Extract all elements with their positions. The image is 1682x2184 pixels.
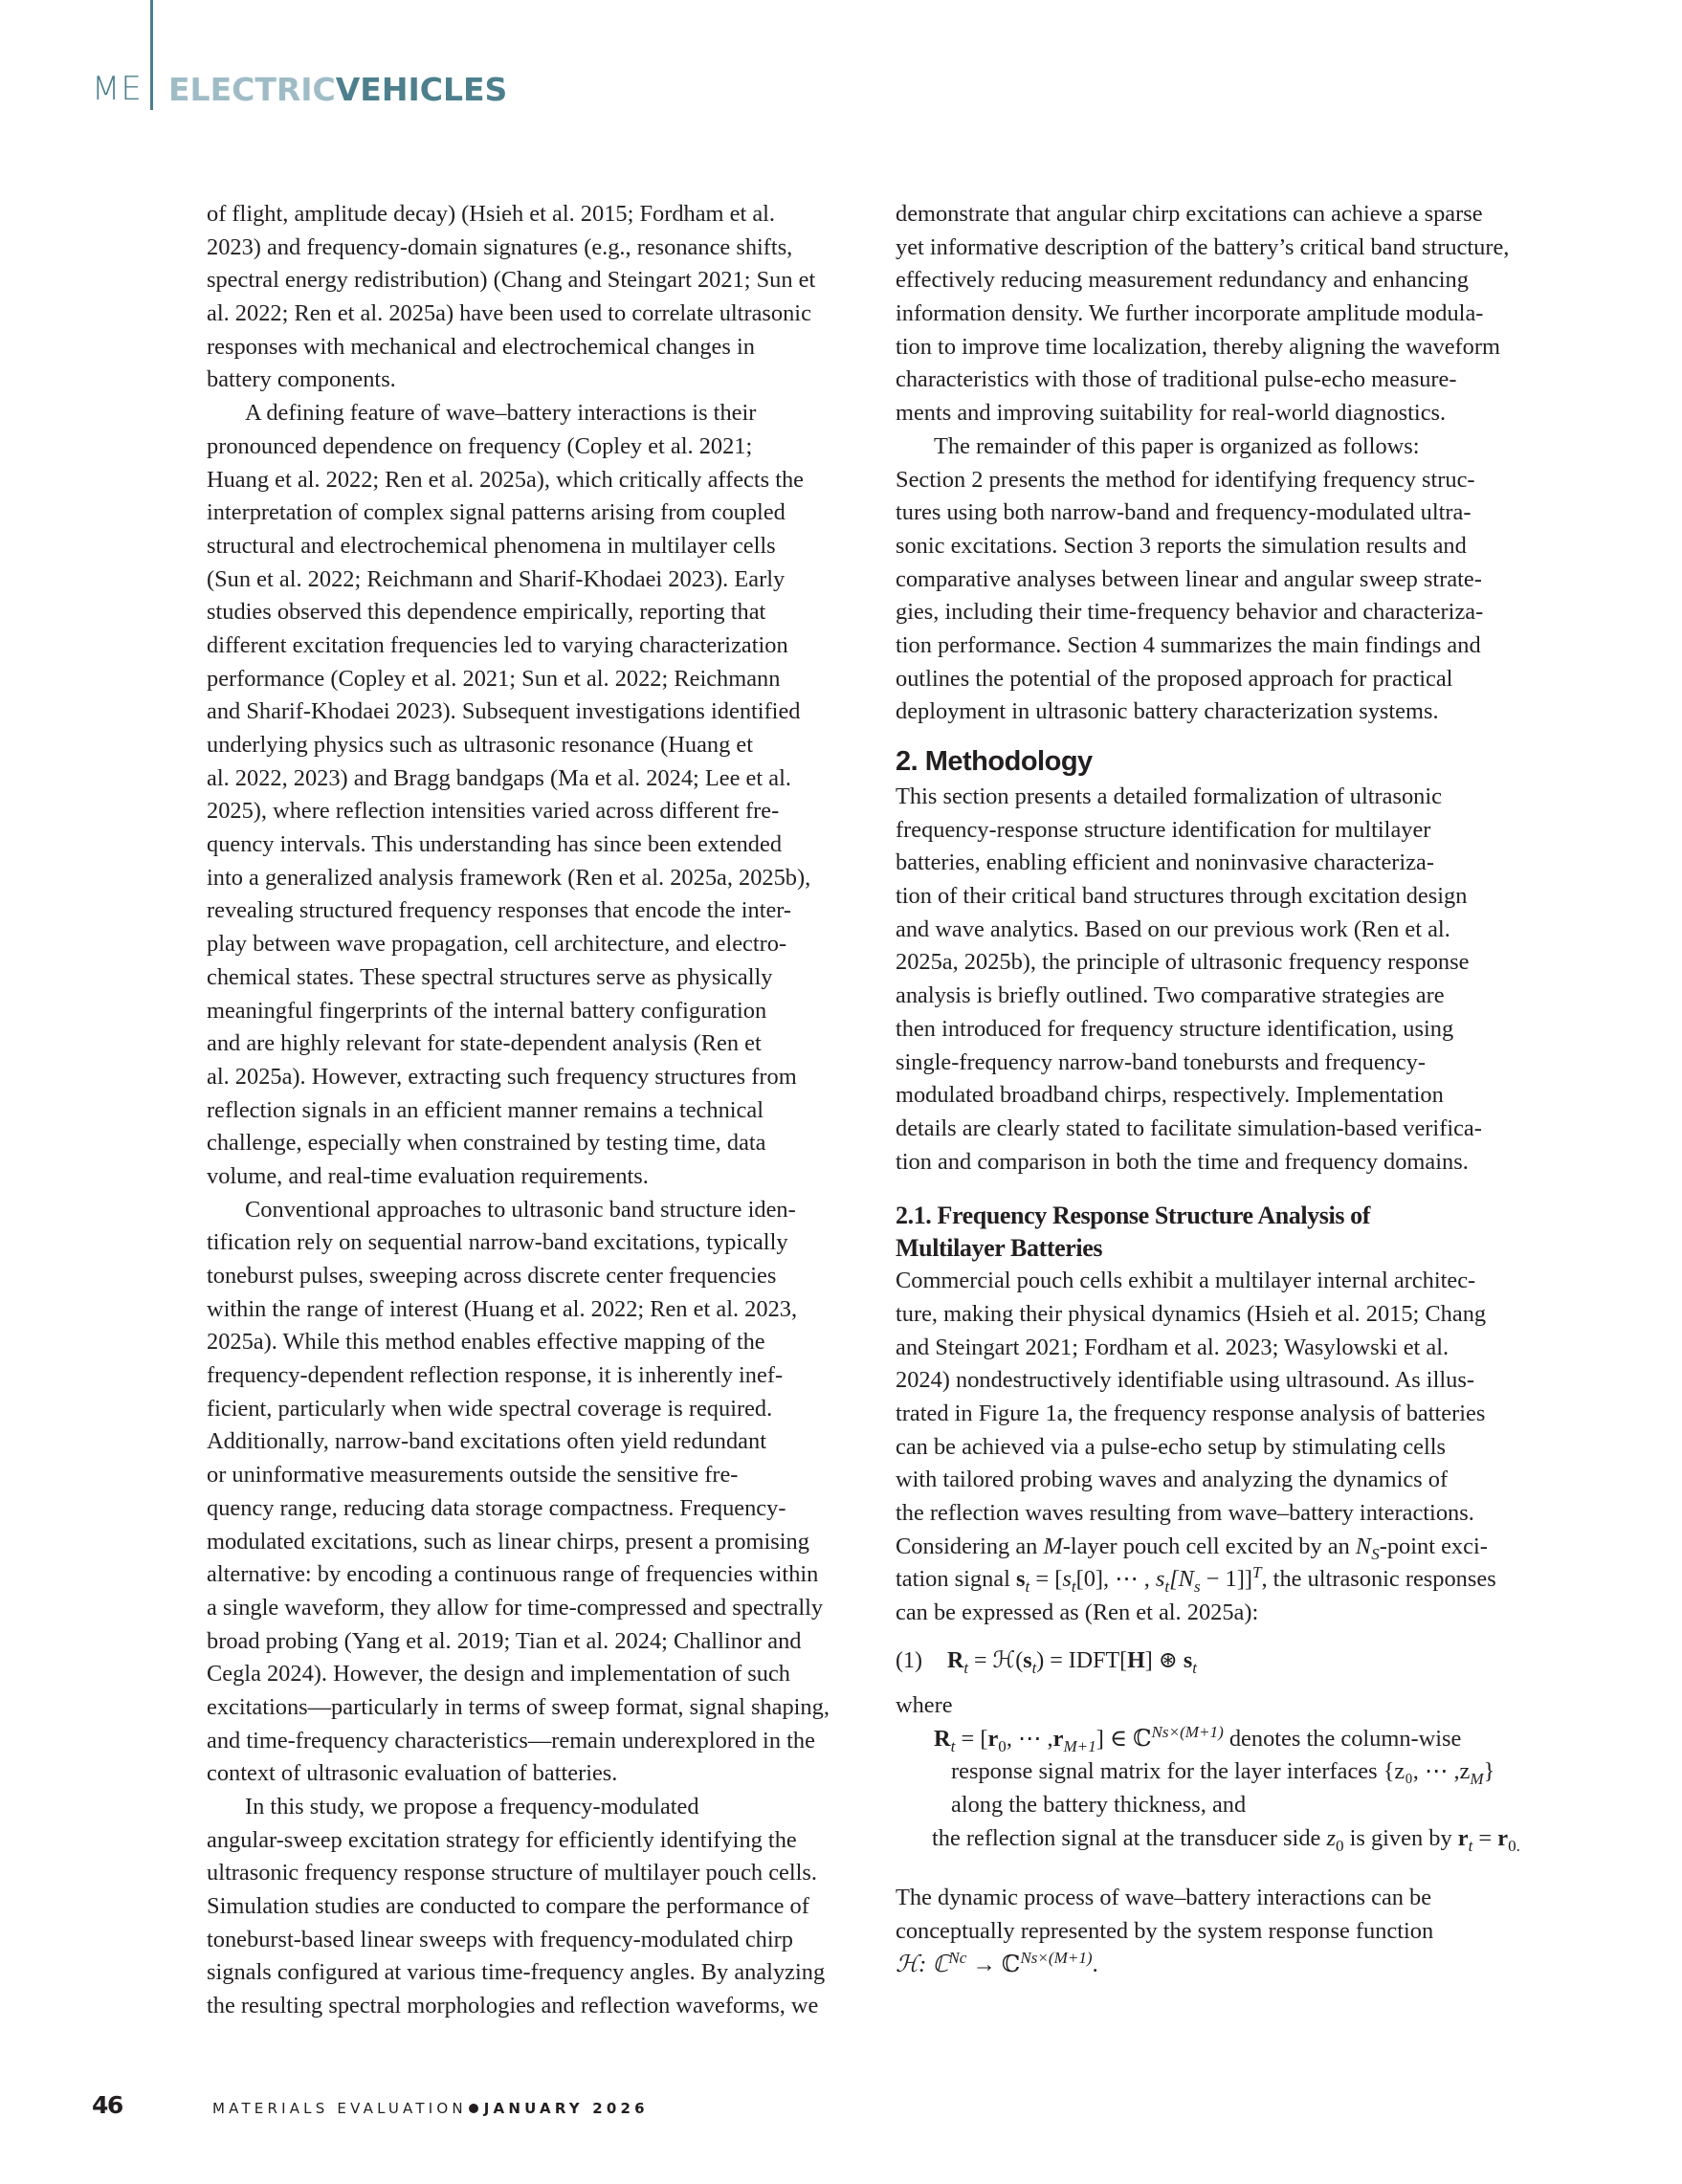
- text-line: comparative analyses between linear and angular sweep strate-: [896, 565, 1482, 592]
- text-line: al. 2022; Ren et al. 2025a) have been used to correlate ultrasonic: [207, 300, 811, 327]
- section-name-dark: VEHICLES: [335, 70, 508, 108]
- text-line: (Sun et al. 2022; Reichmann and Sharif-Khodaei 2023). Early: [207, 565, 786, 592]
- text-line: ultrasonic frequency response structure of multilayer pouch cells.: [207, 1860, 818, 1886]
- text-line: 2025a). While this method enables effective mapping of the: [207, 1329, 765, 1356]
- text-line: tion of their critical band structures through excitation design: [896, 883, 1468, 910]
- paragraph: [207, 1194, 867, 1791]
- section-name: [159, 71, 507, 108]
- text-line: of flight, amplitude decay) (Hsieh et al. 2015; Fordham et al.: [207, 201, 776, 227]
- text-line: trated in Figure 1a, the frequency response analysis of batteries: [896, 1401, 1486, 1426]
- text-line: 2.1. Frequency Response Structure Analysis of: [896, 1202, 1370, 1230]
- text-line: pronounced dependence on frequency (Copley et al. 2021;: [207, 432, 753, 459]
- text-line: 2025a, 2025b), the principle of ultrasonic frequency response: [896, 949, 1470, 976]
- text-line: Multilayer Batteries: [896, 1234, 1103, 1263]
- text-line: deployment in ultrasonic battery characterization systems.: [896, 698, 1439, 725]
- text-line: angular-sweep excitation strategy for efficiently identifying the: [207, 1826, 797, 1853]
- text-line: the resulting spectral morphologies and reflection waveforms, we: [207, 1993, 819, 2019]
- text-line: batteries, enabling efficient and noninvasive characteriza-: [896, 849, 1434, 876]
- text-line: This section presents a detailed formalization of ultrasonic: [896, 783, 1442, 809]
- text-line: The remainder of this paper is organized as follows:: [934, 432, 1420, 459]
- text-line: quency intervals. This understanding has since been extended: [207, 831, 783, 858]
- text-line: ments and improving suitability for real-world diagnostics.: [896, 400, 1447, 427]
- text-line: responses with mechanical and electrochemical changes in: [207, 333, 755, 360]
- text-line: The dynamic process of wave–battery interactions can be: [896, 1885, 1432, 1911]
- text-line: information density. We further incorporate amplitude modula-: [896, 300, 1484, 327]
- text-line: single-frequency narrow-band tonebursts and frequency-: [896, 1048, 1426, 1075]
- where-list: $R_t = [r_0$, ⋯ $,r_{M+1}$] ∈ ℂ$^{Ns\times(M+1)}$ denotes the column-wise response signal matrix for the layer interfaces {z₀, ⋯ $,z_M$} along the battery thickness, and the reflection signal at the transducer side $z_0$ is given by $r_t = r_{0.}$: [896, 1723, 1556, 1856]
- text-line: tion and comparison in both the time and frequency domains.: [896, 1148, 1469, 1175]
- bullet-separator: [469, 2104, 478, 2113]
- paragraph: [896, 198, 1556, 430]
- text-line: tification rely on sequential narrow-band excitations, typically: [207, 1229, 788, 1256]
- text-line: 2024) nondestructively identifiable using ultrasound. As illus-: [896, 1367, 1474, 1394]
- text-line: or uninformative measurements outside the sensitive fre-: [207, 1462, 739, 1489]
- text-line: and are highly relevant for state-dependent analysis (Ren et: [207, 1030, 762, 1057]
- text-line: al. 2022, 2023) and Bragg bandgaps (Ma et al. 2024; Lee et al.: [207, 764, 791, 791]
- paragraph: [896, 781, 1556, 1179]
- text-line: underlying physics such as ultrasonic resonance (Huang et: [207, 732, 753, 758]
- section-name-light: ELECTRIC: [168, 70, 336, 108]
- text-line: signals configured at various time-frequency angles. By analyzing: [207, 1959, 826, 1986]
- text-line: Simulation studies are conducted to compare the performance of: [207, 1893, 809, 1920]
- issue-date: JANUARY 2026: [483, 2100, 649, 2117]
- text-line: quency range, reducing data storage compactness. Frequency-: [207, 1494, 786, 1521]
- text-line: effectively reducing measurement redundancy and enhancing: [896, 267, 1469, 294]
- text-line: the reflection waves resulting from wave–battery interactions.: [896, 1500, 1474, 1527]
- text-line: modulated excitations, such as linear chirps, present a promising: [207, 1528, 809, 1555]
- text-line: interpretation of complex signal patterns arising from coupled: [207, 499, 786, 526]
- text-line: frequency-dependent reflection response, it is inherently inef-: [207, 1362, 784, 1389]
- text-line: tion performance. Section 4 summarizes the main findings and: [896, 631, 1481, 658]
- text-line: al. 2025a). However, extracting such frequency structures from: [207, 1063, 797, 1090]
- text-line: ficient, particularly when wide spectral coverage is required.: [207, 1395, 773, 1422]
- text-line: toneburst pulses, sweeping across discrete center frequencies: [207, 1263, 777, 1289]
- page-number: 46: [92, 2091, 122, 2119]
- equation-1: (1) $R_t$ = $ℋ(s_t)$ = IDFT[H] ⊛ $s_t$: [896, 1647, 1197, 1677]
- text-line: spectral energy redistribution) (Chang and Steingart 2021; Sun et: [207, 267, 816, 294]
- where-item: the reflection signal at the transducer side $z_0$ is given by $r_t = r_{0.}$: [932, 1824, 1520, 1855]
- text-line: Huang et al. 2022; Ren et al. 2025a), which critically affects the: [207, 466, 805, 493]
- text-line: context of ultrasonic evaluation of batteries.: [207, 1760, 618, 1787]
- text-line: challenge, especially when constrained by testing time, data: [207, 1130, 766, 1157]
- system-response-function: ℋ: ℂ$^{Nc}$ → ℂ$^{Ns\times(M+1)}$.: [896, 1948, 1098, 1977]
- text-line: tion to improve time localization, thereby aligning the waveform: [896, 333, 1500, 360]
- text-line: 2025), where reflection intensities varied across different fre-: [207, 798, 780, 825]
- text-line: 2023) and frequency-domain signatures (e.g., resonance shifts,: [207, 233, 793, 260]
- text-line: modulated broadband chirps, respectively. Implementation: [896, 1082, 1444, 1109]
- text-line: a single waveform, they allow for time-compressed and spectrally: [207, 1594, 824, 1621]
- text-line: within the range of interest (Huang et al. 2022; Ren et al. 2023,: [207, 1295, 798, 1322]
- subsection-heading: [896, 1200, 1556, 1265]
- text-line: toneburst-based linear sweeps with frequency-modulated chirp: [207, 1926, 793, 1952]
- text-line: Commercial pouch cells exhibit a multilayer internal architec-: [896, 1268, 1476, 1294]
- section-heading-methodology: 2. Methodology: [896, 746, 1093, 777]
- where-label: where: [896, 1691, 953, 1718]
- text-line: gies, including their time-frequency behavior and characteriza-: [896, 599, 1484, 626]
- text-line: alternative: by encoding a continuous range of frequencies within: [207, 1561, 819, 1588]
- text-line: reflection signals in an efficient manner remains a technical: [207, 1096, 764, 1123]
- text-line: broad probing (Yang et al. 2019; Tian et al. 2024; Challinor and: [207, 1627, 802, 1654]
- text-line: and Steingart 2021; Fordham et al. 2023; Wasylowski et al.: [896, 1334, 1450, 1360]
- equation-number: (1): [896, 1647, 922, 1673]
- text-line: battery components.: [207, 366, 396, 393]
- text-line: frequency-response structure identification for multilayer: [896, 816, 1431, 843]
- text-line: chemical states. These spectral structures serve as physically: [207, 963, 773, 990]
- running-header: [92, 65, 507, 113]
- paragraph: [896, 1265, 1556, 1531]
- text-line: volume, and real-time evaluation requirements.: [207, 1162, 649, 1189]
- left-column: [207, 198, 867, 2023]
- text-line: In this study, we propose a frequency-modulated: [245, 1794, 699, 1820]
- text-line: outlines the potential of the proposed approach for practical: [896, 665, 1453, 692]
- text-line: sonic excitations. Section 3 reports the simulation results and: [896, 532, 1467, 559]
- text-line: into a generalized analysis framework (Ren et al. 2025a, 2025b),: [207, 864, 811, 891]
- text-line: details are clearly stated to facilitate simulation-based verifica-: [896, 1114, 1482, 1141]
- paragraph: [207, 198, 867, 397]
- section-prefix: ME: [92, 70, 143, 108]
- text-line: tures using both narrow-band and frequency-modulated ultra-: [896, 499, 1472, 526]
- page-footer: [92, 2091, 649, 2119]
- paragraph: [896, 430, 1556, 729]
- text-line: and Sharif-Khodaei 2023). Subsequent investigations identified: [207, 698, 801, 725]
- text-line: excitations—particularly in terms of sweep format, signal shaping,: [207, 1693, 830, 1720]
- text-line: and time-frequency characteristics—remain underexplored in the: [207, 1727, 815, 1754]
- where-item: $R_t = [r_0$, ⋯ $,r_{M+1}$] ∈ ℂ$^{Ns\times(M+1)}$ denotes the column-wise: [934, 1722, 1462, 1755]
- text-line: play between wave propagation, cell architecture, and electro-: [207, 931, 787, 958]
- text-line: Section 2 presents the method for identifying frequency struc-: [896, 466, 1475, 493]
- text-line: demonstrate that angular chirp excitations can achieve a sparse: [896, 201, 1483, 227]
- text-line: Additionally, narrow-band excitations often yield redundant: [207, 1428, 766, 1455]
- paragraph: [896, 1882, 1556, 1948]
- text-line: with tailored probing waves and analyzing the dynamics of: [896, 1467, 1449, 1493]
- paragraph-considering: Considering an M-layer pouch cell excited by an $N_S$-point exci- tation signal $s_t = [s_t[0]$, ⋯ , $s_t[N_s - 1]]^T$, the ultrasonic responses can be expressed as (Ren et al. 2025a):: [896, 1533, 1496, 1626]
- text-line: structural and electrochemical phenomena in multilayer cells: [207, 532, 776, 559]
- text-line: and wave analytics. Based on our previous work (Ren et al.: [896, 916, 1450, 942]
- paragraph: [207, 397, 867, 1194]
- text-line: Conventional approaches to ultrasonic band structure iden-: [245, 1196, 796, 1223]
- text-line: studies observed this dependence empirically, reporting that: [207, 599, 766, 626]
- text-line: performance (Copley et al. 2021; Sun et al. 2022; Reichmann: [207, 665, 781, 692]
- text-line: yet informative description of the battery’s critical band structure,: [896, 233, 1510, 260]
- text-line: ture, making their physical dynamics (Hsieh et al. 2015; Chang: [896, 1300, 1487, 1327]
- right-column: [896, 198, 1556, 1981]
- text-line: conceptually represented by the system response function: [896, 1917, 1434, 1944]
- paragraph: [207, 1791, 867, 2023]
- text-line: characteristics with those of traditional pulse-echo measure-: [896, 366, 1457, 393]
- text-line: then introduced for frequency structure identification, using: [896, 1015, 1454, 1042]
- text-line: revealing structured frequency responses that encode the inter-: [207, 897, 792, 924]
- text-line: Cegla 2024). However, the design and implementation of such: [207, 1661, 790, 1688]
- publication-name: MATERIALS EVALUATION: [212, 2100, 467, 2117]
- text-line: analysis is briefly outlined. Two comparative strategies are: [896, 982, 1445, 1009]
- text-line: A defining feature of wave–battery interactions is their: [245, 400, 757, 427]
- text-line: different excitation frequencies led to varying characterization: [207, 631, 788, 658]
- text-line: meaningful fingerprints of the internal battery configuration: [207, 997, 767, 1024]
- text-line: can be achieved via a pulse-echo setup by stimulating cells: [896, 1433, 1447, 1460]
